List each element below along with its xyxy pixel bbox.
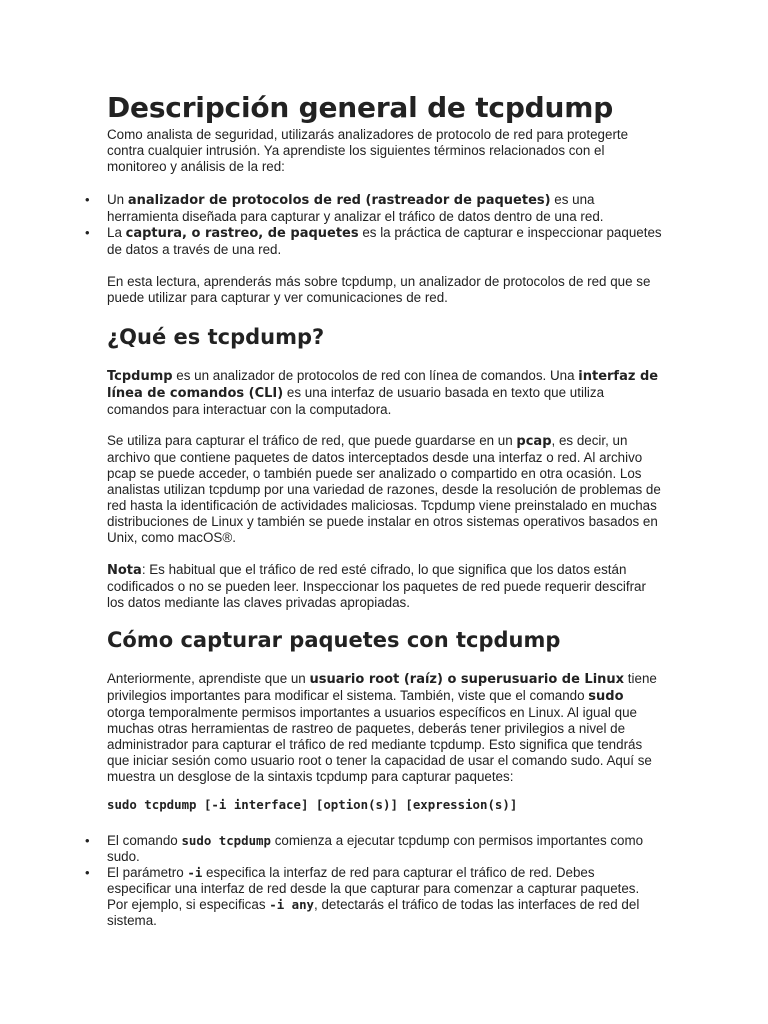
term-bold: analizador de protocolos de red (rastreador de paquetes)	[127, 193, 551, 208]
list-item: • El comando sudo tcpdump comienza a ejecutar tcpdump con permisos importantes como sudo.	[107, 833, 662, 865]
list-item: • El parámetro -i especifica la interfaz de red para capturar el tráfico de red. Debes especificar una interfaz de red desde la que capturar para comenzar a capturar paquetes. Por ejemplo, si especificas -i any, detectarás el tráfico de todas las interfaces de red del sistema.	[107, 865, 662, 929]
tcpdump-syntax-code: sudo tcpdump [-i interface] [option(s)] [expression(s)]	[107, 797, 518, 812]
note-paragraph: Nota: Es habitual que el tráfico de red esté cifrado, lo que significa que los datos están codificados o no se pueden leer. Inspeccionar los paquetes de red puede requerir descifrar los datos mediante las claves privadas apropiadas.	[107, 562, 646, 610]
list-item: • La captura, o rastreo, de paquetes es la práctica de capturar e inspeccionar paquetes de datos a través de una red.	[107, 225, 662, 258]
syntax-explanation-list	[107, 833, 662, 929]
intro-paragraph: Como analista de seguridad, utilizarás analizadores de protocolo de red para protegerte contra cualquier intrusión. Ya aprendiste los siguientes términos relacionados con el monitoreo y análisis de la red:	[107, 127, 629, 174]
section-heading-what-is-tcpdump: ¿Qué es tcpdump?	[107, 325, 325, 349]
page-title: Descripción general de tcpdump	[107, 91, 614, 124]
terms-list	[107, 192, 662, 258]
term-bold: captura, o rastreo, de paquetes	[125, 226, 359, 241]
tcpdump-definition-paragraph: Tcpdump es un analizador de protocolos de red con línea de comandos. Una interfaz de línea de comandos (CLI) es una interfaz de usuario basada en texto que utiliza comandos para interactuar con la computadora.	[107, 368, 659, 417]
list-item: • Un analizador de protocolos de red (rastreador de paquetes) es una herramienta diseñada para capturar y analizar el tráfico de datos dentro de una red.	[107, 192, 662, 225]
root-user-paragraph: Anteriormente, aprendiste que un usuario root (raíz) o superusuario de Linux tiene privilegios importantes para modificar el sistema. También, viste que el comando sudo otorga temporalmente permisos importantes a usuarios específicos en Linux. Al igual que muchas otras herramientas de rastreo de paquetes, deberás tener privilegios a nivel de administrador para capturar el tráfico de red mediante tcpdump. Esto significa que tendrás que iniciar sesión como usuario root o tener la capacidad de usar el comando sudo. Aquí se muestra un desglose de la sintaxis tcpdump para capturar paquetes:	[107, 671, 657, 784]
section-heading-capture-packets: Cómo capturar paquetes con tcpdump	[107, 628, 561, 652]
lecture-intro-paragraph: En esta lectura, aprenderás más sobre tcpdump, un analizador de protocolos de red que se puede utilizar para capturar y ver comunicaciones de red.	[107, 274, 651, 305]
tcpdump-usage-paragraph: Se utiliza para capturar el tráfico de red, que puede guardarse en un pcap, es decir, un archivo que contiene paquetes de datos interceptados desde una interfaz o red. Al archivo pcap se puede acceder, o también puede ser analizado o compartido en otra ocasión. Los analistas utilizan tcpdump por una variedad de razones, desde la resolución de problemas de red hasta la identificación de actividades maliciosas. Tcpdump viene preinstalado en muchas distribuciones de Linux y también se puede instalar en otros sistemas operativos basados en Unix, como macOS®.	[107, 433, 661, 545]
